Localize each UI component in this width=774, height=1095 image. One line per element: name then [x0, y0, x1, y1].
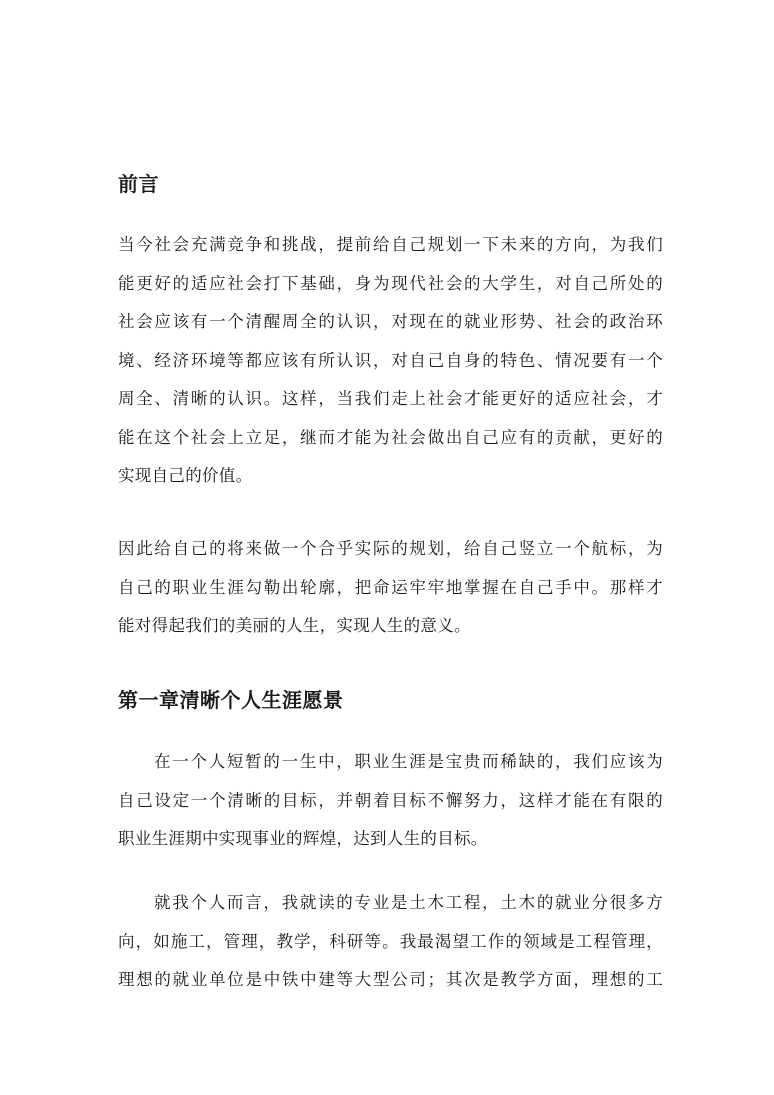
text-line: 当今社会充满竞争和挑战，提前给自己规划一下未来的方向，为我们 — [118, 235, 663, 254]
chapter-1-heading: 第一章清晰个人生涯愿景 — [118, 688, 344, 712]
text-line: 因此给自己的将来做一个合乎实际的规划，给自己竖立一个航标，为 — [118, 539, 663, 558]
text-line: 实现自己的价值。 — [118, 466, 253, 485]
text-line: 向，如施工，管理，教学，科研等。我最渴望工作的领域是工程管理， — [118, 931, 663, 951]
text-line: 社会应该有一个清醒周全的认识，对现在的就业形势、社会的政治环 — [118, 312, 663, 331]
text-line: 周全、清晰的认识。这样，当我们走上社会才能更好的适应社会，才 — [118, 389, 663, 408]
text-line: 理想的就业单位是中铁中建等大型公司；其次是教学方面，理想的工 — [118, 970, 663, 989]
text-line: 境、经济环境等都应该有所认识，对自己自身的特色、情况要有一个 — [118, 350, 663, 370]
preface-paragraph-1 — [118, 226, 663, 496]
text-line: 能对得起我们的美丽的人生，实现人生的意义。 — [118, 616, 471, 635]
text-line: 自己设定一个清晰的目标，并朝着目标不懈努力，这样才能在有限的 — [118, 790, 663, 810]
chapter-1-paragraph-1 — [118, 743, 663, 859]
text-line: 能更好的适应社会打下基础，身为现代社会的大学生，对自己所处的 — [118, 273, 663, 293]
preface-heading: 前言 — [118, 172, 159, 196]
text-line: 在一个人短暂的一生中，职业生涯是宝贵而稀缺的，我们应该为 — [154, 752, 663, 771]
text-line: 能在这个社会上立足，继而才能为社会做出自己应有的贡献，更好的 — [118, 427, 663, 447]
preface-paragraph-2 — [118, 530, 663, 646]
text-line: 自己的职业生涯勾勒出轮廓，把命运牢牢地掌握在自己手中。那样才 — [118, 577, 663, 597]
text-line: 职业生涯期中实现事业的辉煌，达到人生的目标。 — [118, 829, 488, 848]
chapter-1-paragraph-2 — [118, 884, 663, 1000]
text-line: 就我个人而言，我就读的专业是土木工程，土木的就业分很多方 — [154, 893, 663, 912]
